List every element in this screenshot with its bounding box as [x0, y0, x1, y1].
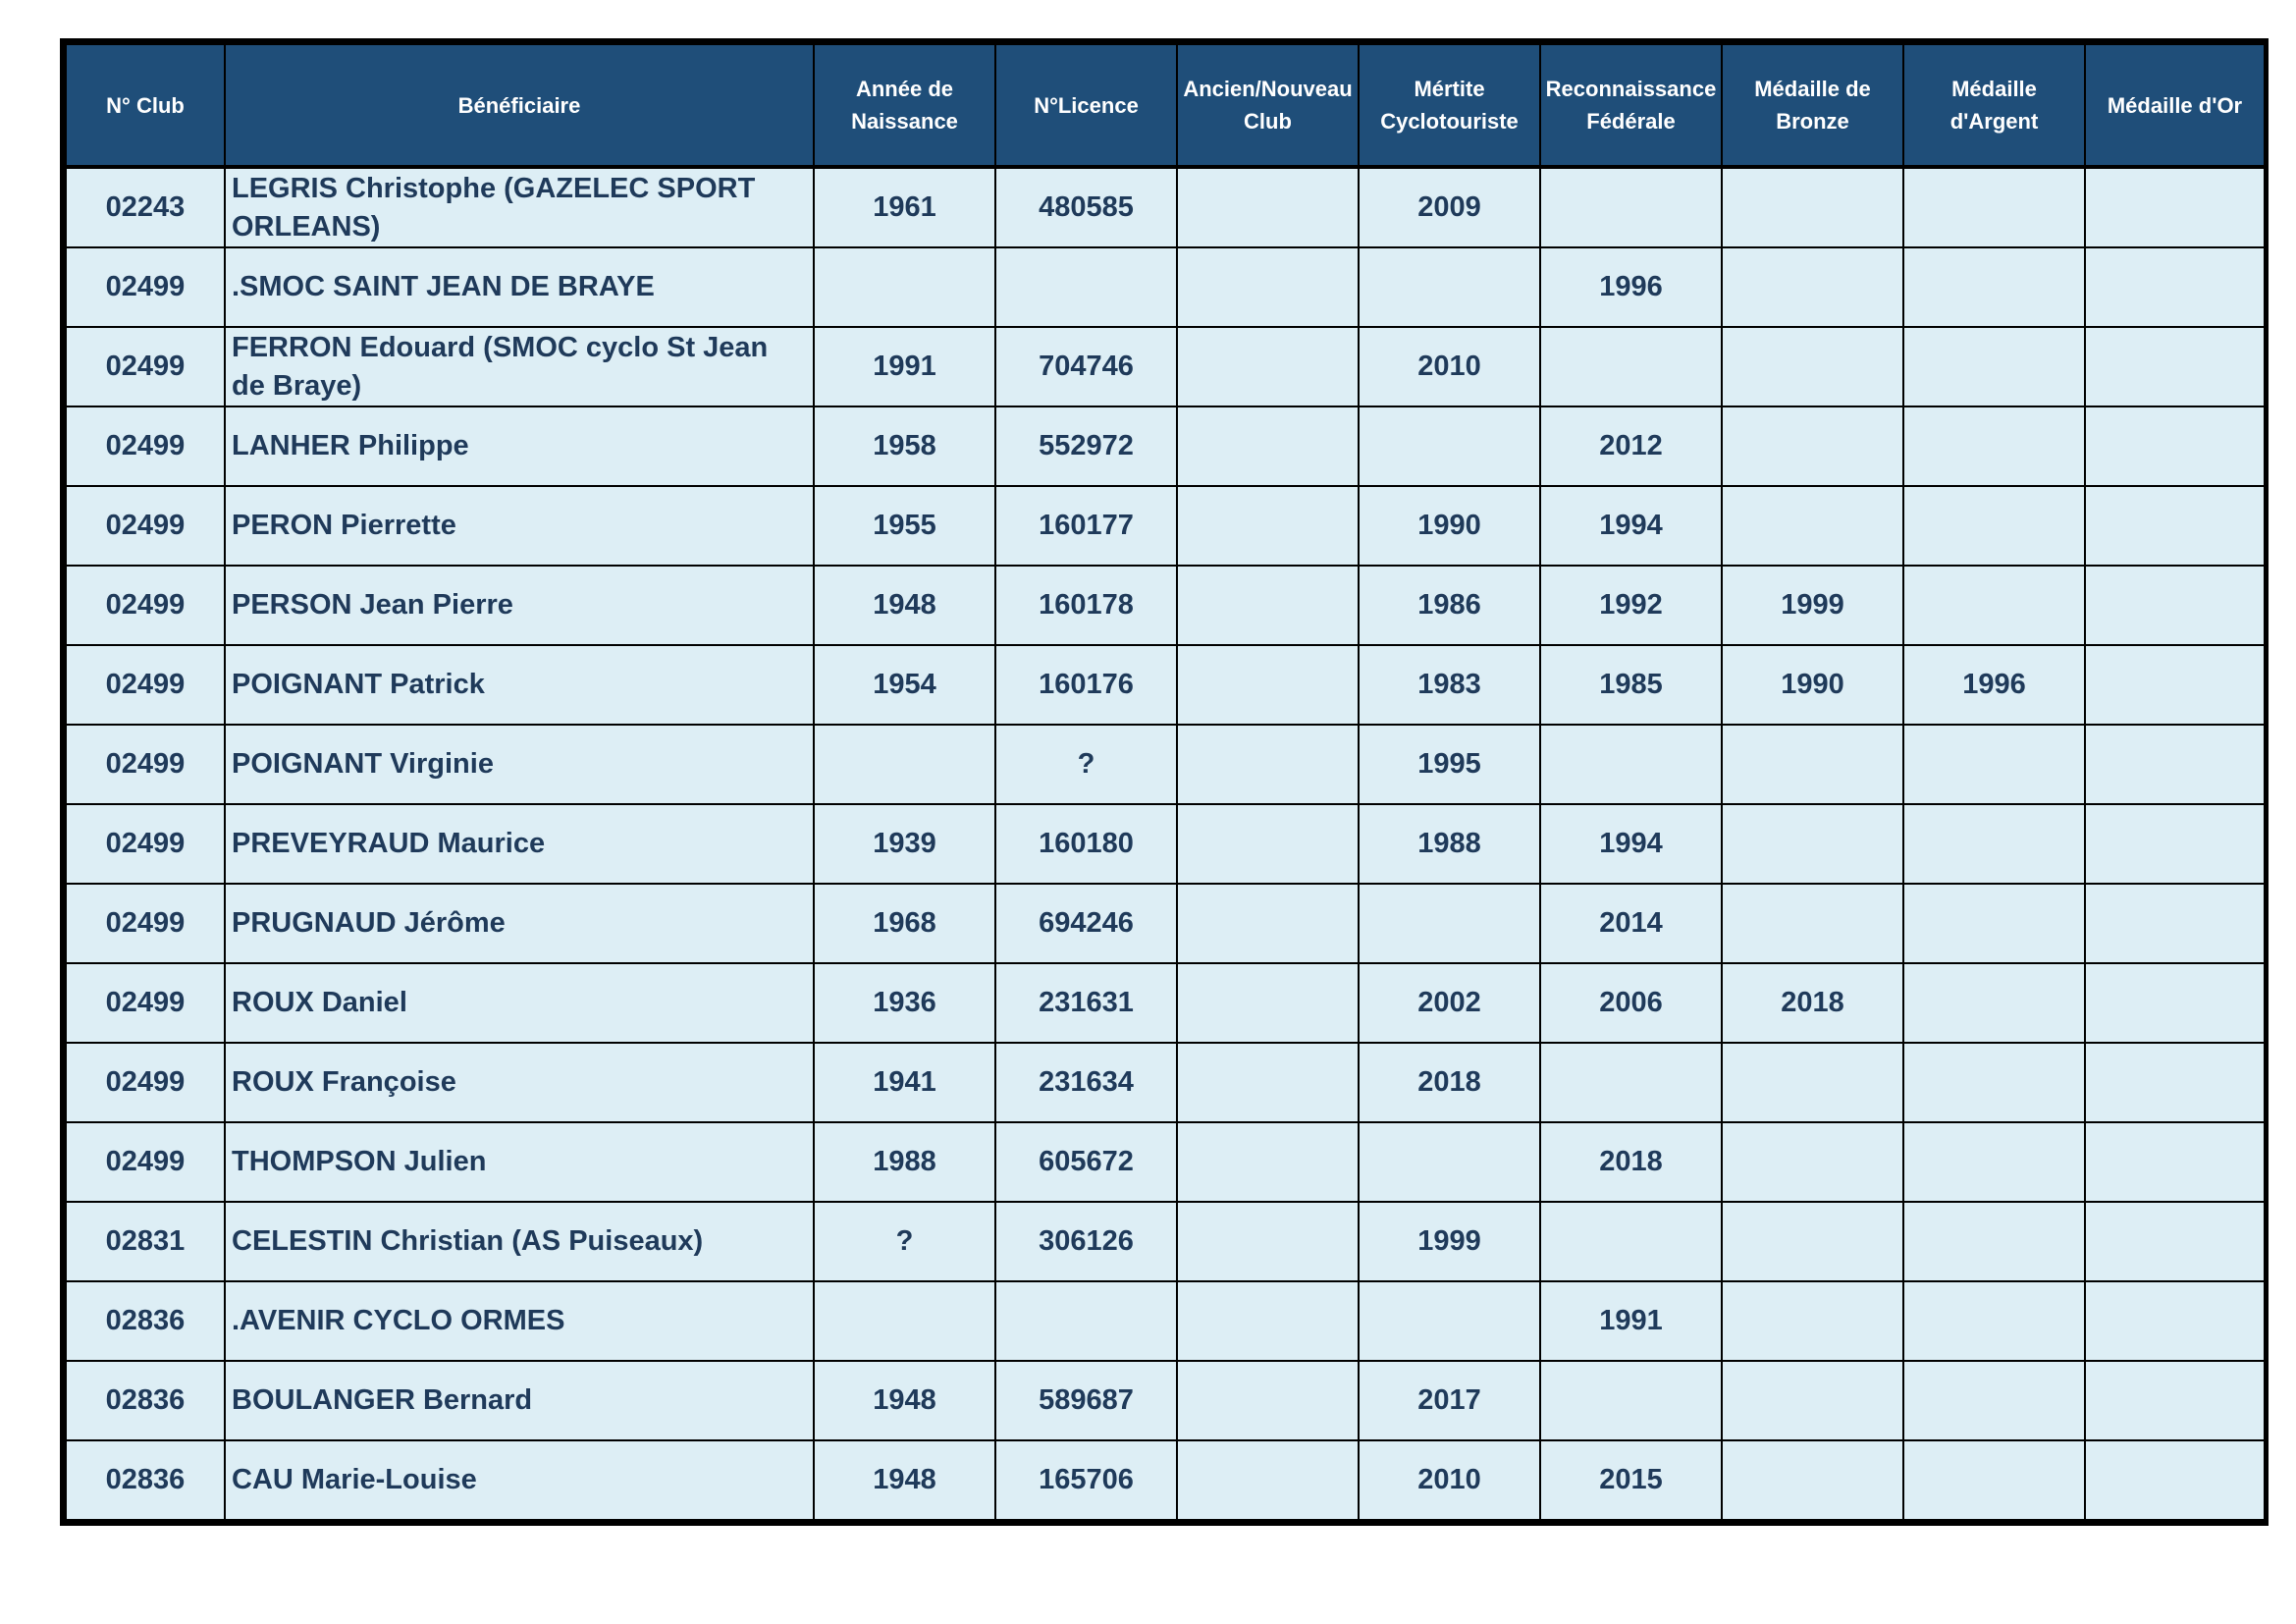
gold-medal-cell [2085, 167, 2265, 247]
old-new-club-cell [1177, 1043, 1359, 1122]
club-number-cell: 02499 [66, 963, 225, 1043]
birth-year-cell [814, 1281, 995, 1361]
old-new-club-cell [1177, 406, 1359, 486]
cyclotourist-merit-cell [1359, 406, 1540, 486]
birth-year-cell: 1991 [814, 327, 995, 406]
silver-medal-cell [1903, 247, 2085, 327]
cyclotourist-merit-cell [1359, 247, 1540, 327]
licence-number-cell: 552972 [995, 406, 1177, 486]
club-number-cell: 02499 [66, 1043, 225, 1122]
old-new-club-cell [1177, 884, 1359, 963]
licence-number-cell: 160177 [995, 486, 1177, 566]
licence-number-cell [995, 1281, 1177, 1361]
bronze-medal-cell [1722, 327, 1903, 406]
gold-medal-cell [2085, 247, 2265, 327]
old-new-club-cell [1177, 1202, 1359, 1281]
table-row [66, 645, 2265, 725]
federal-recognition-cell: 2014 [1540, 884, 1722, 963]
club-number-cell: 02499 [66, 327, 225, 406]
birth-year-cell: 1948 [814, 1361, 995, 1440]
gold-medal-cell [2085, 1202, 2265, 1281]
birth-year-cell: 1936 [814, 963, 995, 1043]
birth-year-cell: 1948 [814, 566, 995, 645]
bronze-medal-cell: 1990 [1722, 645, 1903, 725]
bronze-medal-cell [1722, 1043, 1903, 1122]
licence-number-cell: 160176 [995, 645, 1177, 725]
bronze-medal-cell [1722, 1281, 1903, 1361]
silver-medal-cell [1903, 327, 2085, 406]
beneficiary-cell: PERSON Jean Pierre [225, 566, 814, 645]
licence-number-cell: 480585 [995, 167, 1177, 247]
bronze-medal-cell [1722, 1202, 1903, 1281]
club-number-cell: 02836 [66, 1281, 225, 1361]
table-row [66, 804, 2265, 884]
licence-number-cell: 605672 [995, 1122, 1177, 1202]
beneficiary-cell: POIGNANT Patrick [225, 645, 814, 725]
silver-medal-cell [1903, 1122, 2085, 1202]
federal-recognition-cell: 2018 [1540, 1122, 1722, 1202]
federal-recognition-cell: 1994 [1540, 486, 1722, 566]
club-number-cell: 02499 [66, 566, 225, 645]
cyclotourist-merit-cell: 2017 [1359, 1361, 1540, 1440]
gold-medal-cell [2085, 327, 2265, 406]
club-number-cell: 02499 [66, 406, 225, 486]
silver-medal-cell [1903, 725, 2085, 804]
table-row [66, 167, 2265, 247]
federal-recognition-cell [1540, 167, 1722, 247]
cyclotourist-merit-cell: 2018 [1359, 1043, 1540, 1122]
cyclotourist-merit-cell: 2010 [1359, 1440, 1540, 1520]
cyclotourist-merit-cell: 2002 [1359, 963, 1540, 1043]
table-row [66, 725, 2265, 804]
old-new-club-cell [1177, 645, 1359, 725]
bronze-medal-cell [1722, 247, 1903, 327]
bronze-medal-cell [1722, 725, 1903, 804]
gold-medal-cell [2085, 1281, 2265, 1361]
header-row [66, 44, 2265, 167]
silver-medal-cell [1903, 167, 2085, 247]
gold-medal-cell [2085, 566, 2265, 645]
federal-recognition-cell: 1991 [1540, 1281, 1722, 1361]
gold-medal-cell [2085, 725, 2265, 804]
club-number-cell: 02499 [66, 645, 225, 725]
licence-number-cell: 704746 [995, 327, 1177, 406]
cyclotourist-merit-cell: 1999 [1359, 1202, 1540, 1281]
bronze-medal-cell [1722, 167, 1903, 247]
licence-number-cell: ? [995, 725, 1177, 804]
birth-year-cell: 1955 [814, 486, 995, 566]
gold-medal-cell [2085, 645, 2265, 725]
licence-number-cell [995, 247, 1177, 327]
silver-medal-cell [1903, 804, 2085, 884]
silver-medal-cell [1903, 1281, 2085, 1361]
header-federal-recognition: Reconnaissance Fédérale [1540, 44, 1722, 167]
old-new-club-cell [1177, 804, 1359, 884]
header-club-number: N° Club [66, 44, 225, 167]
beneficiary-cell: CELESTIN Christian (AS Puiseaux) [225, 1202, 814, 1281]
cyclotourist-merit-cell: 2010 [1359, 327, 1540, 406]
old-new-club-cell [1177, 963, 1359, 1043]
birth-year-cell: 1939 [814, 804, 995, 884]
beneficiary-cell: PREVEYRAUD Maurice [225, 804, 814, 884]
silver-medal-cell [1903, 566, 2085, 645]
header-bronze-medal: Médaille de Bronze [1722, 44, 1903, 167]
birth-year-cell [814, 247, 995, 327]
beneficiary-cell: CAU Marie-Louise [225, 1440, 814, 1520]
table-row [66, 884, 2265, 963]
birth-year-cell: 1961 [814, 167, 995, 247]
table-row [66, 1281, 2265, 1361]
silver-medal-cell [1903, 963, 2085, 1043]
bronze-medal-cell [1722, 486, 1903, 566]
old-new-club-cell [1177, 247, 1359, 327]
old-new-club-cell [1177, 1122, 1359, 1202]
old-new-club-cell [1177, 725, 1359, 804]
table-row [66, 327, 2265, 406]
silver-medal-cell [1903, 1361, 2085, 1440]
silver-medal-cell [1903, 1043, 2085, 1122]
table-row [66, 486, 2265, 566]
federal-recognition-cell: 2006 [1540, 963, 1722, 1043]
federal-recognition-cell: 2015 [1540, 1440, 1722, 1520]
birth-year-cell: ? [814, 1202, 995, 1281]
old-new-club-cell [1177, 1440, 1359, 1520]
old-new-club-cell [1177, 566, 1359, 645]
federal-recognition-cell: 1994 [1540, 804, 1722, 884]
club-number-cell: 02836 [66, 1361, 225, 1440]
gold-medal-cell [2085, 1122, 2265, 1202]
header-silver-medal: Médaille d'Argent [1903, 44, 2085, 167]
club-number-cell: 02499 [66, 1122, 225, 1202]
table-row [66, 1361, 2265, 1440]
cyclotourist-merit-cell [1359, 1281, 1540, 1361]
federal-recognition-cell: 1985 [1540, 645, 1722, 725]
beneficiary-cell: PERON Pierrette [225, 486, 814, 566]
cyclotourist-merit-cell: 1995 [1359, 725, 1540, 804]
header-old-new-club: Ancien/Nouveau Club [1177, 44, 1359, 167]
silver-medal-cell [1903, 1440, 2085, 1520]
club-number-cell: 02499 [66, 884, 225, 963]
cyclotourist-merit-cell [1359, 1122, 1540, 1202]
birth-year-cell [814, 725, 995, 804]
beneficiary-cell: BOULANGER Bernard [225, 1361, 814, 1440]
bronze-medal-cell: 2018 [1722, 963, 1903, 1043]
bronze-medal-cell [1722, 406, 1903, 486]
gold-medal-cell [2085, 963, 2265, 1043]
beneficiary-cell: FERRON Edouard (SMOC cyclo St Jean de Braye) [225, 327, 814, 406]
old-new-club-cell [1177, 327, 1359, 406]
table-row [66, 1440, 2265, 1520]
gold-medal-cell [2085, 486, 2265, 566]
gold-medal-cell [2085, 1043, 2265, 1122]
cyclotourist-merit-cell [1359, 884, 1540, 963]
birth-year-cell: 1958 [814, 406, 995, 486]
header-cyclotourist-merit: Mértite Cyclotouriste [1359, 44, 1540, 167]
old-new-club-cell [1177, 167, 1359, 247]
cyclotourist-merit-cell: 2009 [1359, 167, 1540, 247]
table-header [66, 44, 2265, 167]
awards-table-container [60, 38, 2269, 1526]
licence-number-cell: 306126 [995, 1202, 1177, 1281]
table-row [66, 566, 2265, 645]
club-number-cell: 02831 [66, 1202, 225, 1281]
bronze-medal-cell [1722, 1361, 1903, 1440]
silver-medal-cell [1903, 406, 2085, 486]
federal-recognition-cell: 2012 [1540, 406, 1722, 486]
header-beneficiary: Bénéficiaire [225, 44, 814, 167]
club-number-cell: 02836 [66, 1440, 225, 1520]
federal-recognition-cell [1540, 1361, 1722, 1440]
licence-number-cell: 160180 [995, 804, 1177, 884]
beneficiary-cell: ROUX Daniel [225, 963, 814, 1043]
federal-recognition-cell [1540, 1202, 1722, 1281]
beneficiary-cell: THOMPSON Julien [225, 1122, 814, 1202]
licence-number-cell: 165706 [995, 1440, 1177, 1520]
gold-medal-cell [2085, 406, 2265, 486]
gold-medal-cell [2085, 884, 2265, 963]
birth-year-cell: 1948 [814, 1440, 995, 1520]
club-number-cell: 02499 [66, 804, 225, 884]
table-row [66, 1202, 2265, 1281]
bronze-medal-cell [1722, 804, 1903, 884]
table-row [66, 1043, 2265, 1122]
beneficiary-cell: POIGNANT Virginie [225, 725, 814, 804]
table-row [66, 406, 2265, 486]
silver-medal-cell [1903, 1202, 2085, 1281]
bronze-medal-cell [1722, 1440, 1903, 1520]
silver-medal-cell [1903, 884, 2085, 963]
table-row [66, 963, 2265, 1043]
club-number-cell: 02499 [66, 725, 225, 804]
club-number-cell: 02243 [66, 167, 225, 247]
club-number-cell: 02499 [66, 247, 225, 327]
table-row [66, 247, 2265, 327]
federal-recognition-cell [1540, 1043, 1722, 1122]
beneficiary-cell: LEGRIS Christophe (GAZELEC SPORT ORLEANS) [225, 167, 814, 247]
bronze-medal-cell [1722, 1122, 1903, 1202]
cyclotourist-merit-cell: 1983 [1359, 645, 1540, 725]
cyclotourist-merit-cell: 1988 [1359, 804, 1540, 884]
awards-table [65, 43, 2266, 1521]
birth-year-cell: 1954 [814, 645, 995, 725]
old-new-club-cell [1177, 1281, 1359, 1361]
silver-medal-cell: 1996 [1903, 645, 2085, 725]
header-licence-number: N°Licence [995, 44, 1177, 167]
old-new-club-cell [1177, 1361, 1359, 1440]
federal-recognition-cell: 1992 [1540, 566, 1722, 645]
licence-number-cell: 160178 [995, 566, 1177, 645]
federal-recognition-cell [1540, 327, 1722, 406]
bronze-medal-cell [1722, 884, 1903, 963]
birth-year-cell: 1941 [814, 1043, 995, 1122]
gold-medal-cell [2085, 1361, 2265, 1440]
birth-year-cell: 1968 [814, 884, 995, 963]
beneficiary-cell: .AVENIR CYCLO ORMES [225, 1281, 814, 1361]
licence-number-cell: 589687 [995, 1361, 1177, 1440]
birth-year-cell: 1988 [814, 1122, 995, 1202]
table-body [66, 167, 2265, 1520]
gold-medal-cell [2085, 1440, 2265, 1520]
beneficiary-cell: .SMOC SAINT JEAN DE BRAYE [225, 247, 814, 327]
bronze-medal-cell: 1999 [1722, 566, 1903, 645]
header-birth-year: Année de Naissance [814, 44, 995, 167]
old-new-club-cell [1177, 486, 1359, 566]
gold-medal-cell [2085, 804, 2265, 884]
licence-number-cell: 231634 [995, 1043, 1177, 1122]
cyclotourist-merit-cell: 1986 [1359, 566, 1540, 645]
cyclotourist-merit-cell: 1990 [1359, 486, 1540, 566]
silver-medal-cell [1903, 486, 2085, 566]
beneficiary-cell: PRUGNAUD Jérôme [225, 884, 814, 963]
licence-number-cell: 231631 [995, 963, 1177, 1043]
licence-number-cell: 694246 [995, 884, 1177, 963]
federal-recognition-cell: 1996 [1540, 247, 1722, 327]
header-gold-medal: Médaille d'Or [2085, 44, 2265, 167]
federal-recognition-cell [1540, 725, 1722, 804]
beneficiary-cell: LANHER Philippe [225, 406, 814, 486]
beneficiary-cell: ROUX Françoise [225, 1043, 814, 1122]
club-number-cell: 02499 [66, 486, 225, 566]
table-row [66, 1122, 2265, 1202]
